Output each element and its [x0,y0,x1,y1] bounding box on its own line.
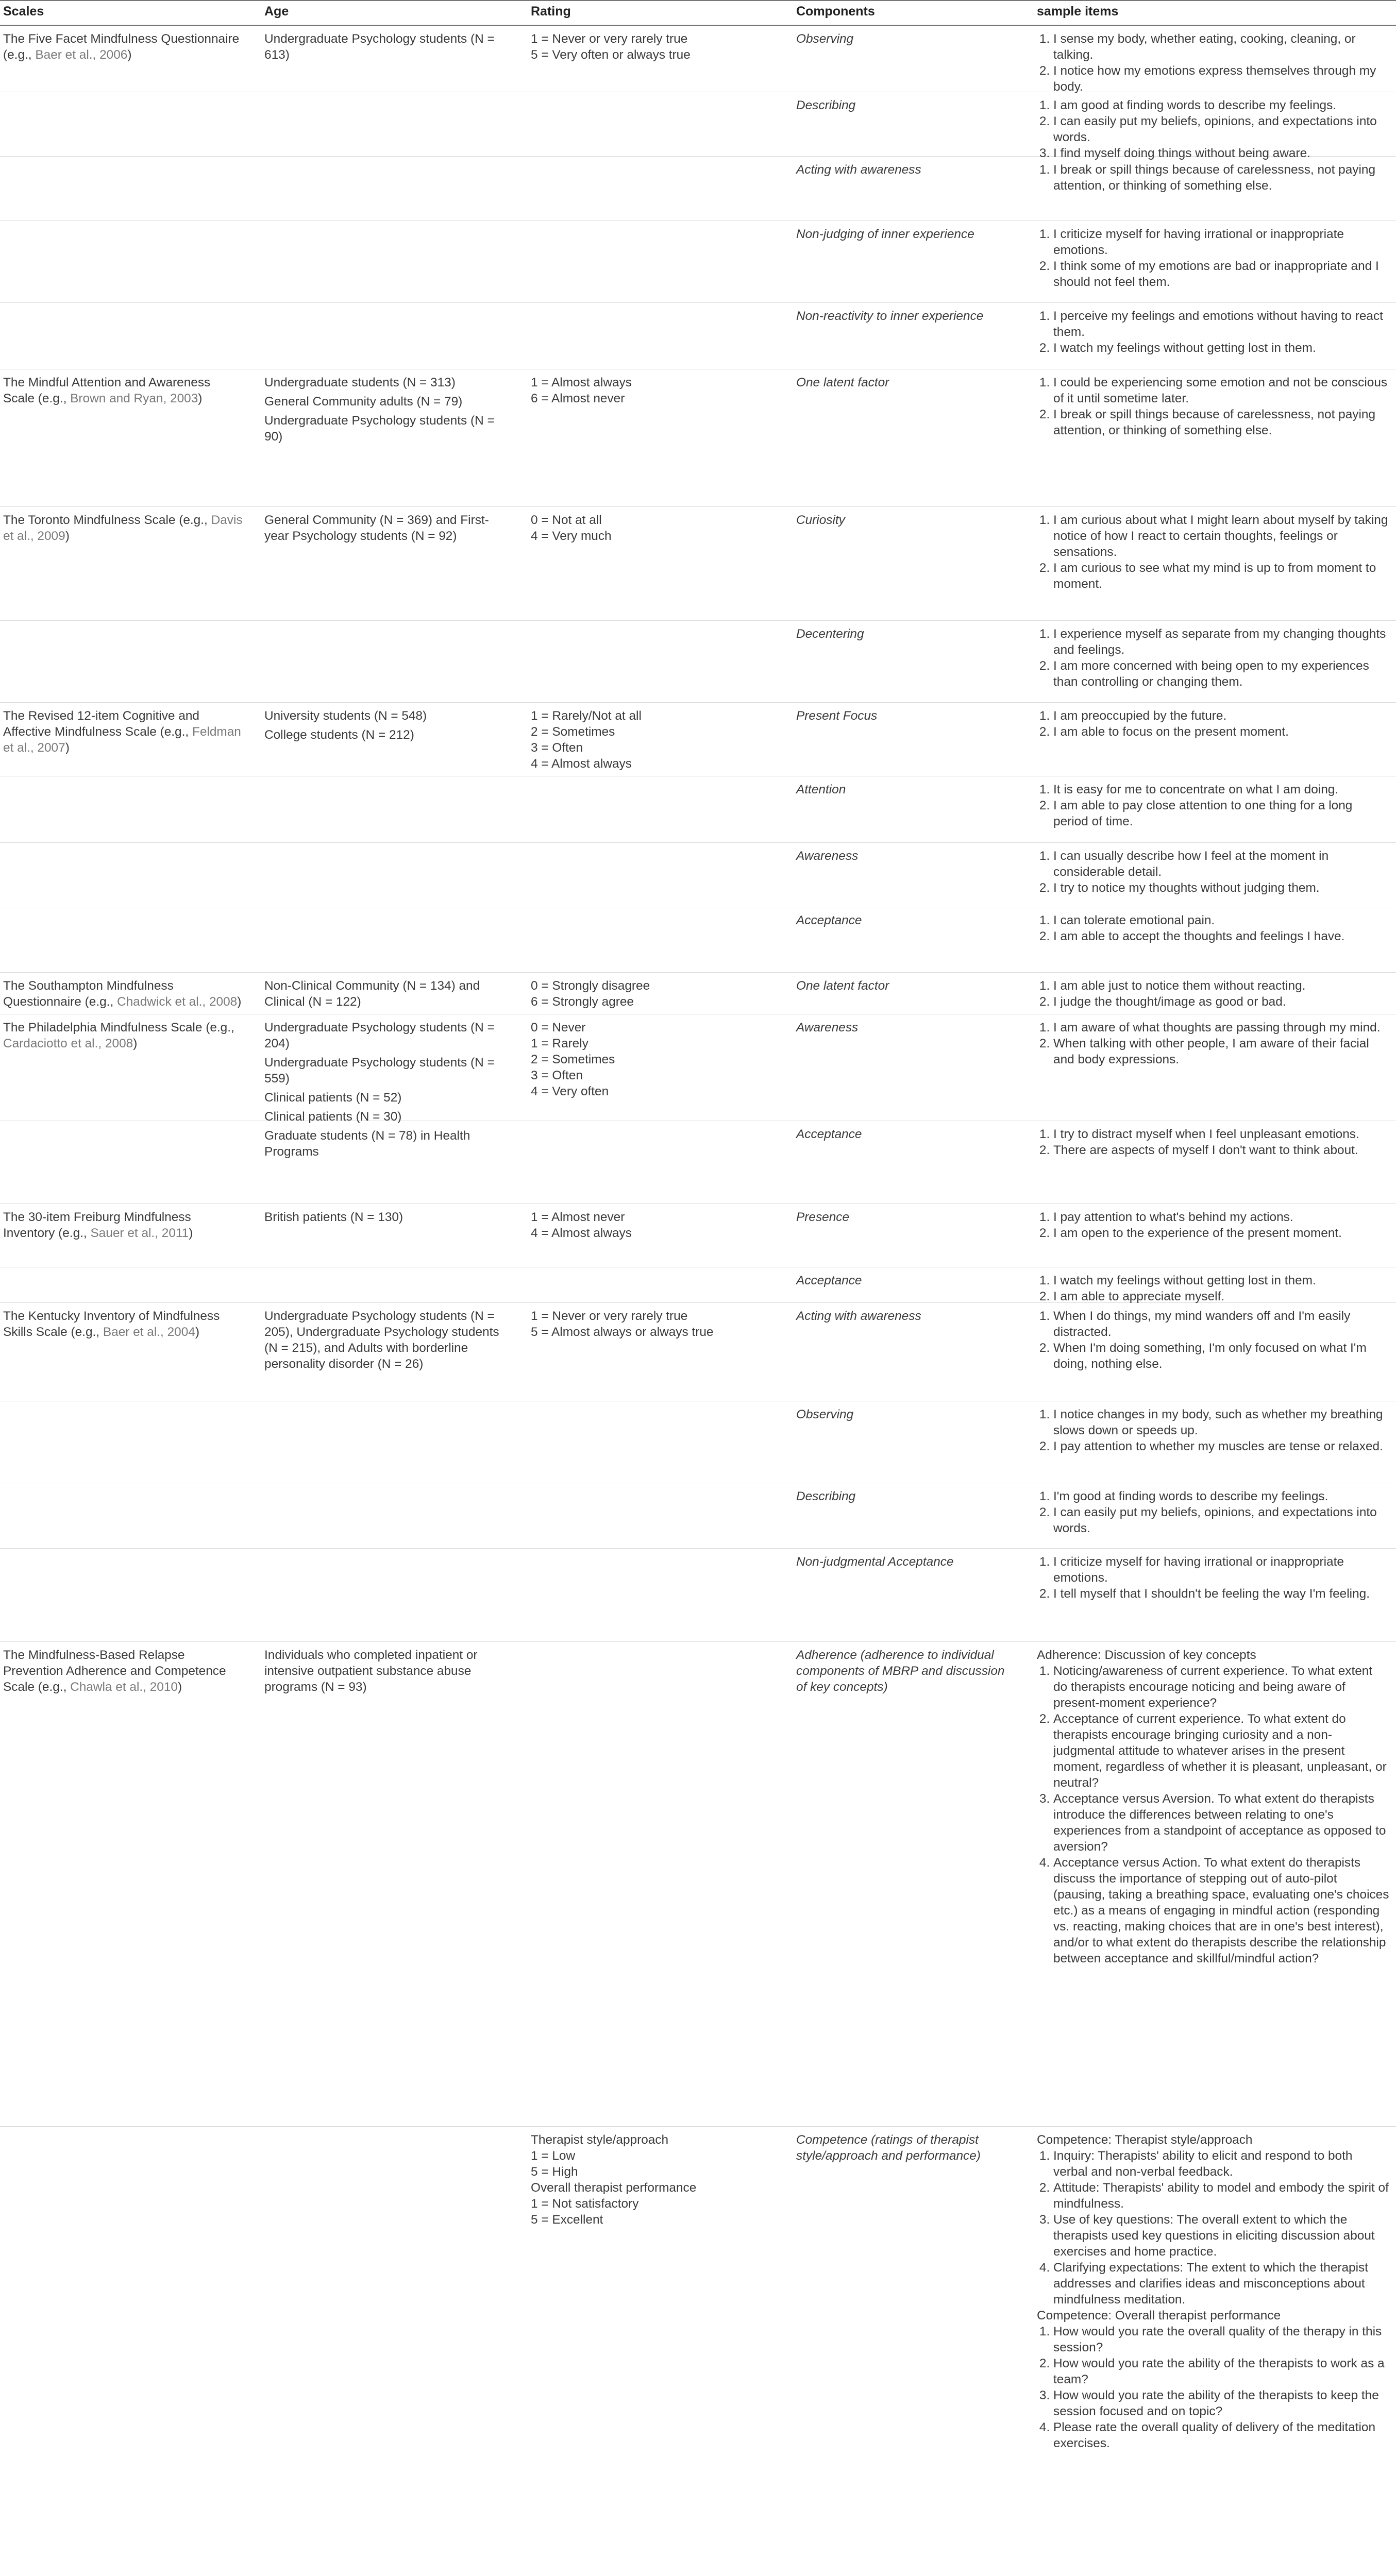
age-line: University students (N = 548) [264,709,427,723]
rating-line: 1 = Almost always [531,376,632,389]
sample-items-cell [1037,226,1390,290]
age-line: Undergraduate Psychology students (N = 559) [264,1056,495,1086]
rating-line: 1 = Low [531,2149,576,2163]
sample-items-list [1037,912,1390,944]
age-cell [264,31,507,63]
sample-item: 1. I am good at finding words to describe my feelings. [1053,97,1390,113]
table-row [0,621,1396,703]
age-line: College students (N = 212) [264,728,414,742]
component-cell: Adherence (adherence to individual components of MBRP and discussion of key concepts) [796,1648,1005,1694]
sample-items-cell [1037,308,1390,356]
sample-item: 3. How would you rate the ability of the therapists to keep the session focused and on topic? [1053,2387,1390,2419]
sample-item: 4. Acceptance versus Action. To what extent do therapists discuss the importance of stepping out of auto-pilot (pausing, taking a breathing space, evaluating one's choices etc.) as a means of engaging in mindful action (responding vs. reacting, making choices that are in one's best interest), and/or to what extent do therapists describe the relationship between acceptance and skillful/mindful action? [1053,1855,1390,1967]
age-cell [264,512,507,544]
table-row [0,1121,1396,1204]
rating-line: Therapist style/approach [531,2133,669,2147]
sample-items-list [1037,2324,1390,2451]
sample-item: 1. I perceive my feelings and emotions without having to react them. [1053,308,1390,340]
sample-items-cell [1037,1488,1390,1536]
scale-citation: Cardaciotto et al., 2008 [3,1037,133,1050]
component-cell: Describing [796,98,856,112]
sample-item: 2. I watch my feelings without getting lost in them. [1053,340,1390,356]
sample-item: 1. I break or spill things because of carelessness, not paying attention, or thinking of something else. [1053,162,1390,194]
sample-item: 2. Attitude: Therapists' ability to model and embody the spirit of mindfulness. [1053,2180,1390,2212]
sample-items-list [1037,1273,1390,1304]
sample-items-list [1037,1663,1390,1967]
age-cell [264,1647,507,1695]
table-row [0,1483,1396,1549]
rating-line: Overall therapist performance [531,2181,697,2195]
table-row [0,907,1396,973]
scale-citation: Feldman et al., 2007 [3,725,241,755]
rating-line: 3 = Often [531,741,583,755]
table-row [0,2127,1396,2576]
component-cell: Attention [796,783,846,796]
sample-items-list [1037,1209,1390,1241]
sample-item: 2. I am able to appreciate myself. [1053,1289,1390,1304]
sample-items-list [1037,848,1390,896]
sample-items-list [1037,1488,1390,1536]
component-cell: Observing [796,1408,854,1421]
rating-line: 6 = Strongly agree [531,995,634,1009]
sample-item: 2. I am able to pay close attention to one thing for a long period of time. [1053,798,1390,829]
rating-cell [531,1020,778,1099]
table-row [0,221,1396,303]
component-cell: Acting with awareness [796,163,921,177]
rating-line: 0 = Strongly disagree [531,979,650,993]
scale-cell: The Toronto Mindfulness Scale (e.g., Davis et al., 2009) [3,513,243,543]
sample-item: 1. I pay attention to what's behind my actions. [1053,1209,1390,1225]
sample-item: 1. I am curious about what I might learn about myself by taking notice of how I react to certain thoughts, feelings or sensations. [1053,512,1390,560]
sample-item: 2. I try to notice my thoughts without judging them. [1053,880,1390,896]
sample-item: 1. I sense my body, whether eating, cooking, cleaning, or talking. [1053,31,1390,63]
rating-line: 6 = Almost never [531,392,625,405]
component-cell: Presence [796,1210,850,1224]
sample-items-cell [1037,912,1390,944]
scale-cell: The Five Facet Mindfulness Questionnaire (e.g., Baer et al., 2006) [3,32,240,62]
rating-line: 5 = Excellent [531,2213,603,2227]
component-cell: Acceptance [796,913,862,927]
sample-item: 2. When I'm doing something, I'm only focused on what I'm doing, nothing else. [1053,1340,1390,1372]
rating-cell [531,2132,778,2228]
sample-items-cell [1037,375,1390,438]
rating-cell [531,375,778,406]
scale-cell: The 30-item Freiburg Mindfulness Inventory (e.g., Sauer et al., 2011) [3,1210,193,1240]
rating-line: 4 = Very often [531,1084,609,1098]
sample-item: 1. I criticize myself for having irrational or inappropriate emotions. [1053,1554,1390,1586]
sample-item: 4. Clarifying expectations: The extent to which the therapist addresses and clarifies ideas and misconceptions about mindfulness meditation. [1053,2260,1390,2308]
sample-item: 3. I find myself doing things without being aware. [1053,145,1390,161]
rating-line: 4 = Very much [531,529,612,543]
sample-items-list [1037,1308,1390,1372]
scale-name: The Five Facet Mindfulness Questionnaire [3,32,240,46]
component-cell: Competence (ratings of therapist style/approach and performance) [796,2133,981,2163]
age-line: Non-Clinical Community (N = 134) and Clinical (N = 122) [264,979,480,1009]
component-cell: Acting with awareness [796,1309,921,1323]
sample-item: 2. How would you rate the ability of the therapists to work as a team? [1053,2355,1390,2387]
sample-item: 2. I am open to the experience of the present moment. [1053,1225,1390,1241]
rating-line: 1 = Almost never [531,1210,625,1224]
sample-item: 1. I'm good at finding words to describe my feelings. [1053,1488,1390,1504]
scale-citation: Brown and Ryan, 2003 [70,392,198,405]
rating-line: 1 = Never or very rarely true [531,1309,688,1323]
sample-items-cell [1037,1273,1390,1304]
sample-item: 4. Please rate the overall quality of delivery of the meditation exercises. [1053,2419,1390,2451]
component-cell: Non-reactivity to inner experience [796,309,984,323]
component-cell: Acceptance [796,1127,862,1141]
sample-items-cell [1037,2132,1390,2451]
scale-cell: The Kentucky Inventory of Mindfulness Skills Scale (e.g., Baer et al., 2004) [3,1309,220,1339]
component-cell: Awareness [796,1021,859,1035]
sample-item: 1. When I do things, my mind wanders off and I'm easily distracted. [1053,1308,1390,1340]
sample-item: 1. I can usually describe how I feel at the moment in considerable detail. [1053,848,1390,880]
sample-items-cell [1037,626,1390,690]
table-row [0,1642,1396,2127]
header-rating: Rating [531,4,571,19]
component-cell: One latent factor [796,376,889,389]
component-cell: Awareness [796,849,859,863]
sample-item: 1. Noticing/awareness of current experience. To what extent do therapists encourage noticing and being aware of present-moment experience? [1053,1663,1390,1711]
sample-items-cell [1037,97,1390,161]
sample-item: 2. I can easily put my beliefs, opinions, and expectations into words. [1053,113,1390,145]
sample-item: 2. I notice how my emotions express themselves through my body. [1053,63,1390,95]
sample-items-list [1037,1554,1390,1602]
table-row [0,973,1396,1014]
rating-cell [531,978,778,1010]
rating-line: 1 = Rarely [531,1037,588,1050]
scale-cell: The Southampton Mindfulness Questionnaire (e.g., Chadwick et al., 2008) [3,979,242,1009]
sample-item: 1. I am preoccupied by the future. [1053,708,1390,724]
table-row [0,303,1396,369]
sample-items-cell [1037,1126,1390,1158]
age-line: General Community adults (N = 79) [264,395,463,409]
component-cell: One latent factor [796,979,889,993]
table-header [0,0,1396,26]
rating-line: 3 = Often [531,1069,583,1082]
rating-cell [531,512,778,544]
sample-item: 1. I try to distract myself when I feel unpleasant emotions. [1053,1126,1390,1142]
scale-name: The Philadelphia Mindfulness Scale [3,1021,203,1035]
age-line: Undergraduate students (N = 313) [264,376,456,389]
table-row [0,1204,1396,1267]
component-cell: Decentering [796,627,864,641]
rating-line: 5 = Very often or always true [531,48,691,62]
component-cell: Non-judgmental Acceptance [796,1555,954,1569]
sample-items-list [1037,1126,1390,1158]
sample-items-list [1037,2148,1390,2308]
sample-items-list [1037,226,1390,290]
sample-item: 2. When talking with other people, I am aware of their facial and body expressions. [1053,1036,1390,1067]
table-row [0,157,1396,221]
sample-items-list [1037,375,1390,438]
sample-item: 2. I am able to focus on the present moment. [1053,724,1390,740]
table-row [0,1401,1396,1483]
sample-items-list [1037,97,1390,161]
age-cell [264,375,507,445]
age-line: Undergraduate Psychology students (N = 204) [264,1021,495,1050]
age-line: General Community (N = 369) and First-year Psychology students (N = 92) [264,513,489,543]
sample-items-list [1037,308,1390,356]
table-row [0,1303,1396,1401]
sample-items-cell [1037,1406,1390,1454]
rating-cell [531,708,778,772]
sample-items-cell [1037,31,1390,95]
sample-items-cell [1037,1020,1390,1067]
sample-item: 1. I am aware of what thoughts are passing through my mind. [1053,1020,1390,1036]
rating-line: 5 = Almost always or always true [531,1325,714,1339]
table-row [0,703,1396,776]
sample-items-cell [1037,708,1390,740]
items-heading: Competence: Overall therapist performance [1037,2309,1281,2323]
scale-name: The 30-item Freiburg Mindfulness Inventory [3,1210,191,1240]
age-line: Undergraduate Psychology students (N = 90) [264,414,495,444]
sample-item: 2. I think some of my emotions are bad or inappropriate and I should not feel them. [1053,258,1390,290]
sample-item: 2. I am more concerned with being open to my experiences than controlling or changing them. [1053,658,1390,690]
sample-item: 1. Inquiry: Therapists' ability to elicit and respond to both verbal and non-verbal feedback. [1053,2148,1390,2180]
sample-items-list [1037,782,1390,829]
component-cell: Non-judging of inner experience [796,227,974,241]
age-cell [264,978,507,1010]
scale-citation: Baer et al., 2006 [35,48,128,62]
sample-item: 2. I break or spill things because of carelessness, not paying attention, or thinking of something else. [1053,406,1390,438]
scale-name: The Toronto Mindfulness Scale [3,513,176,527]
rating-line: 4 = Almost always [531,757,632,771]
scale-citation: Baer et al., 2004 [103,1325,195,1339]
scale-citation: Chawla et al., 2010 [70,1680,178,1694]
scale-name: The Southampton Mindfulness Questionnaire [3,979,174,1009]
sample-item: 2. I pay attention to whether my muscles are tense or relaxed. [1053,1438,1390,1454]
sample-items-list [1037,31,1390,95]
rating-line: 5 = High [531,2165,578,2179]
rating-line: 4 = Almost always [531,1226,632,1240]
sample-item: 2. I am able to accept the thoughts and feelings I have. [1053,928,1390,944]
items-heading: Adherence: Discussion of key concepts [1037,1648,1256,1662]
age-cell [264,1209,507,1225]
table-row [0,369,1396,507]
age-line: Clinical patients (N = 30) [264,1110,402,1124]
table-row [0,776,1396,843]
sample-items-list [1037,978,1390,1010]
sample-items-list [1037,1020,1390,1067]
sample-item: 1. I criticize myself for having irrational or inappropriate emotions. [1053,226,1390,258]
sample-item: 2. I judge the thought/image as good or bad. [1053,994,1390,1010]
sample-item: 3. Use of key questions: The overall extent to which the therapists used key questions in eliciting discussion about exercises and home practice. [1053,2212,1390,2260]
age-cell [264,708,507,743]
sample-item: 1. How would you rate the overall quality of the therapy in this session? [1053,2324,1390,2355]
scale-cell: The Mindfulness-Based Relapse Prevention Adherence and Competence Scale (e.g., Chawla et al., 2010) [3,1648,226,1694]
table-row [0,843,1396,907]
sample-items-cell [1037,1647,1390,1967]
scale-name: The Mindful Attention and Awareness Scale [3,376,211,405]
scale-cell: The Philadelphia Mindfulness Scale (e.g., Cardaciotto et al., 2008) [3,1021,234,1050]
scale-cell: The Mindful Attention and Awareness Scale (e.g., Brown and Ryan, 2003) [3,376,211,405]
sample-item: 1. I notice changes in my body, such as whether my breathing slows down or speeds up. [1053,1406,1390,1438]
component-cell: Present Focus [796,709,878,723]
sample-items-list [1037,1406,1390,1454]
component-cell: Observing [796,32,854,46]
sample-item: 3. Acceptance versus Aversion. To what extent do therapists introduce the differences between relating to one's experiences from a standpoint of acceptance as opposed to aversion? [1053,1791,1390,1855]
sample-items-cell [1037,1554,1390,1602]
sample-item: 1. I am able just to notice them without reacting. [1053,978,1390,994]
rating-cell [531,31,778,63]
rating-line: 1 = Rarely/Not at all [531,709,642,723]
sample-items-cell [1037,1209,1390,1241]
sample-item: 1. I could be experiencing some emotion and not be conscious of it until sometime later. [1053,375,1390,406]
age-line: British patients (N = 130) [264,1210,403,1224]
sample-item: 2. I can easily put my beliefs, opinions, and expectations into words. [1053,1504,1390,1536]
sample-item: 2. Acceptance of current experience. To what extent do therapists encourage bringing curiosity and a non-judgmental attitude to whatever arises in the present moment, regardless of whether it is pleasant, unpleasant, or neutral? [1053,1711,1390,1791]
rating-line: 0 = Never [531,1021,586,1035]
sample-items-cell [1037,848,1390,896]
sample-item: 2. I am curious to see what my mind is up to from moment to moment. [1053,560,1390,592]
sample-item: 2. There are aspects of myself I don't want to think about. [1053,1142,1390,1158]
header-age: Age [264,4,289,19]
scale-citation: Sauer et al., 2011 [90,1226,189,1240]
rating-cell [531,1209,778,1241]
scale-citation: Davis et al., 2009 [3,513,243,543]
header-components: Components [796,4,875,19]
sample-items-list [1037,708,1390,740]
sample-items-cell [1037,978,1390,1010]
scale-cell: The Revised 12-item Cognitive and Affective Mindfulness Scale (e.g., Feldman et al., 2007) [3,709,241,755]
table-row [0,507,1396,621]
header-scales: Scales [3,4,44,19]
rating-line: 1 = Never or very rarely true [531,32,688,46]
rating-line: 2 = Sometimes [531,1053,615,1066]
scale-citation: Chadwick et al., 2008 [117,995,238,1009]
component-cell: Acceptance [796,1274,862,1287]
age-line: Undergraduate Psychology students (N = 205), Undergraduate Psychology students (N = 215), and Adults with borderline personality disorder (N = 26) [264,1309,499,1371]
age-line: Clinical patients (N = 52) [264,1091,402,1105]
component-cell: Describing [796,1489,856,1503]
sample-items-list [1037,626,1390,690]
table-row [0,92,1396,160]
sample-items-cell [1037,782,1390,829]
table-row [0,1549,1396,1642]
age-line: Graduate students (N = 78) in Health Programs [264,1129,470,1159]
sample-item: 1. I can tolerate emotional pain. [1053,912,1390,928]
sample-items-list [1037,162,1390,194]
table-row [0,1267,1396,1303]
sample-item: 2. I tell myself that I shouldn't be feeling the way I'm feeling. [1053,1586,1390,1602]
items-heading: Competence: Therapist style/approach [1037,2133,1253,2147]
age-line: Undergraduate Psychology students (N = 613) [264,32,495,62]
sample-item: 1. I experience myself as separate from my changing thoughts and feelings. [1053,626,1390,658]
scale-name: The Kentucky Inventory of Mindfulness Skills Scale [3,1309,220,1339]
rating-line: 2 = Sometimes [531,725,615,739]
sample-item: 1. I watch my feelings without getting lost in them. [1053,1273,1390,1289]
component-cell: Curiosity [796,513,845,527]
scale-name: The Mindfulness-Based Relapse Prevention Adherence and Competence Scale [3,1648,226,1694]
sample-items-list [1037,512,1390,592]
scale-name: The Revised 12-item Cognitive and Affective Mindfulness Scale [3,709,199,739]
rating-line: 0 = Not at all [531,513,602,527]
table-row [0,26,1396,92]
age-line: Individuals who completed inpatient or intensive outpatient substance abuse programs (N = 93) [264,1648,478,1694]
sample-items-cell [1037,162,1390,194]
rating-cell [531,1308,778,1340]
sample-item: 1. It is easy for me to concentrate on what I am doing. [1053,782,1390,798]
age-cell [264,1308,507,1372]
sample-items-cell [1037,1308,1390,1372]
table-body [0,26,1396,2576]
rating-line: 1 = Not satisfactory [531,2197,639,2211]
sample-items-cell [1037,512,1390,592]
header-sample-items: sample items [1037,4,1119,19]
